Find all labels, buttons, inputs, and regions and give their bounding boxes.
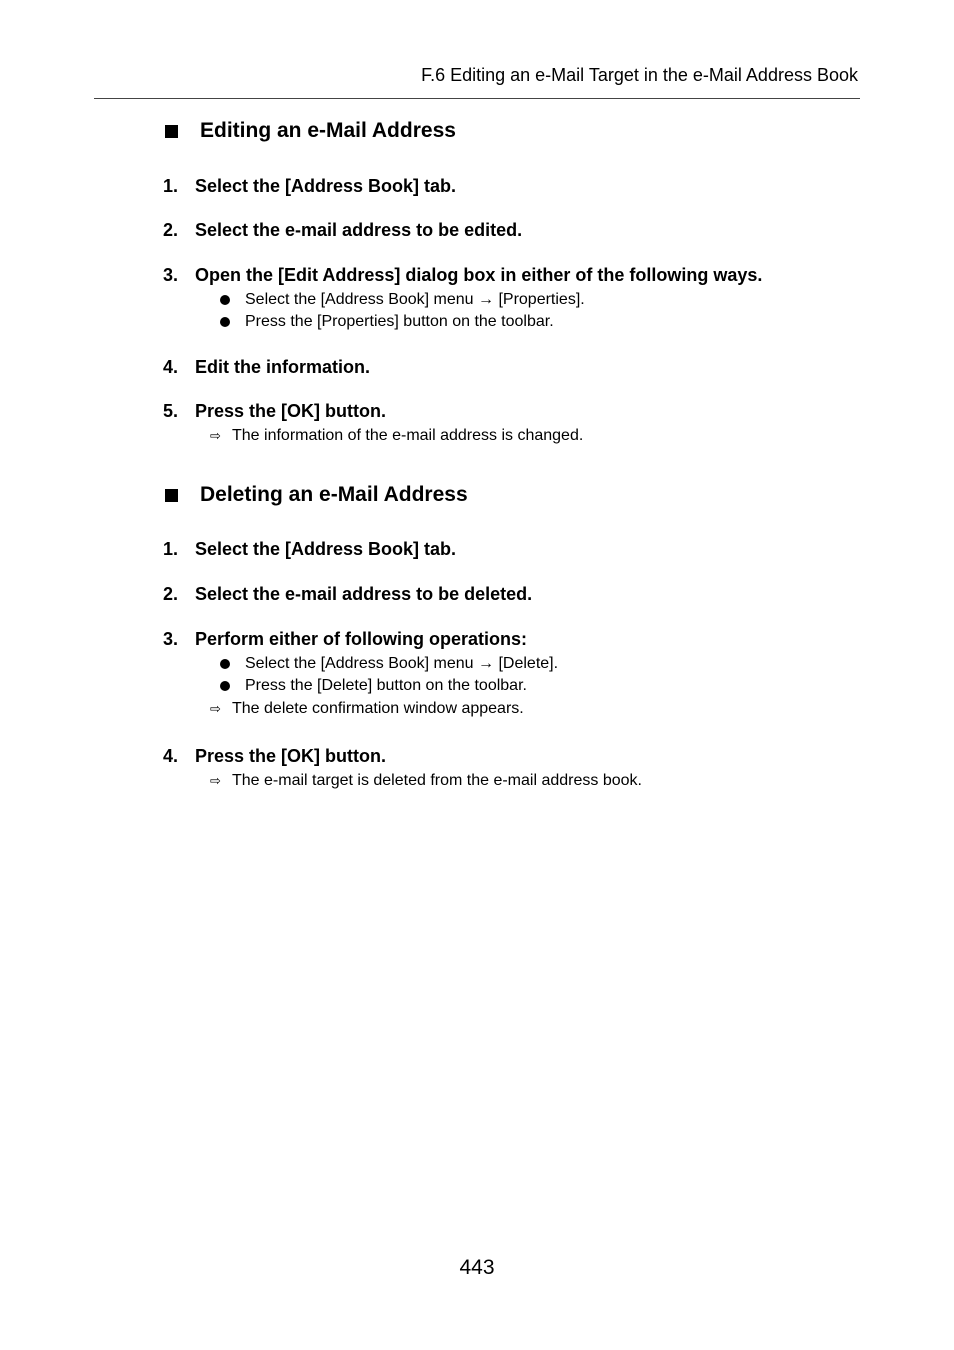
- delete-step-4-result: [210, 772, 642, 790]
- edit-step-3: [163, 265, 762, 286]
- dot-bullet-icon: [220, 681, 230, 691]
- result-arrow-icon: ⇨: [210, 773, 221, 788]
- delete-step-3-bullet-2: [220, 677, 527, 695]
- step-text: Select the e-mail address to be edited.: [195, 220, 523, 240]
- delete-step-3-bullet-1: [220, 655, 558, 673]
- step-number: 2.: [163, 220, 179, 240]
- result-text: The delete confirmation window appears.: [232, 700, 524, 717]
- header-rule: [94, 98, 860, 99]
- result-arrow-icon: ⇨: [210, 701, 221, 716]
- step-text: Press the [OK] button.: [195, 401, 387, 421]
- step-number: 5.: [163, 401, 179, 421]
- dot-bullet-icon: [220, 317, 230, 327]
- delete-step-4: [163, 746, 386, 767]
- delete-step-1: [163, 539, 456, 560]
- bullet-text: Select the [Address Book] menu → [Delete].: [245, 655, 559, 672]
- edit-step-3-bullet-1: [220, 291, 585, 309]
- step-number: 2.: [163, 584, 179, 604]
- step-number: 3.: [163, 629, 179, 649]
- section-title-text: Editing an e-Mail Address: [200, 119, 456, 142]
- step-text: Select the [Address Book] tab.: [195, 539, 457, 559]
- step-text: Open the [Edit Address] dialog box in either of the following ways.: [195, 265, 763, 285]
- edit-step-1: [163, 176, 456, 197]
- result-text: The information of the e-mail address is changed.: [232, 427, 584, 444]
- step-text: Press the [OK] button.: [195, 746, 387, 766]
- edit-step-3-bullet-2: [220, 313, 554, 331]
- step-number: 3.: [163, 265, 179, 285]
- edit-step-4: [163, 357, 370, 378]
- edit-step-2: [163, 220, 522, 241]
- delete-step-3-result: [210, 700, 524, 718]
- step-number: 4.: [163, 357, 179, 377]
- delete-step-2: [163, 584, 532, 605]
- step-text: Select the e-mail address to be deleted.: [195, 584, 533, 604]
- step-text: Edit the information.: [195, 357, 370, 377]
- bullet-text: Press the [Delete] button on the toolbar.: [245, 677, 527, 694]
- page-number: 443: [459, 1256, 495, 1279]
- bullet-text: Press the [Properties] button on the toolbar.: [245, 313, 554, 330]
- step-text: Perform either of following operations:: [195, 629, 528, 649]
- square-bullet-icon: [165, 489, 178, 502]
- step-number: 1.: [163, 176, 179, 196]
- bullet-text: Select the [Address Book] menu → [Properties].: [245, 291, 585, 308]
- edit-step-5: [163, 401, 386, 422]
- step-number: 1.: [163, 539, 179, 559]
- running-header: F.6 Editing an e-Mail Target in the e-Mail Address Book: [421, 65, 858, 85]
- step-number: 4.: [163, 746, 179, 766]
- dot-bullet-icon: [220, 659, 230, 669]
- result-text: The e-mail target is deleted from the e-mail address book.: [232, 772, 642, 789]
- square-bullet-icon: [165, 125, 178, 138]
- section-title-editing: [165, 119, 456, 143]
- edit-step-5-result: [210, 427, 583, 445]
- step-text: Select the [Address Book] tab.: [195, 176, 457, 196]
- section-title-text: Deleting an e-Mail Address: [200, 483, 468, 506]
- section-title-deleting: [165, 483, 468, 507]
- delete-step-3: [163, 629, 527, 650]
- dot-bullet-icon: [220, 295, 230, 305]
- result-arrow-icon: ⇨: [210, 428, 221, 443]
